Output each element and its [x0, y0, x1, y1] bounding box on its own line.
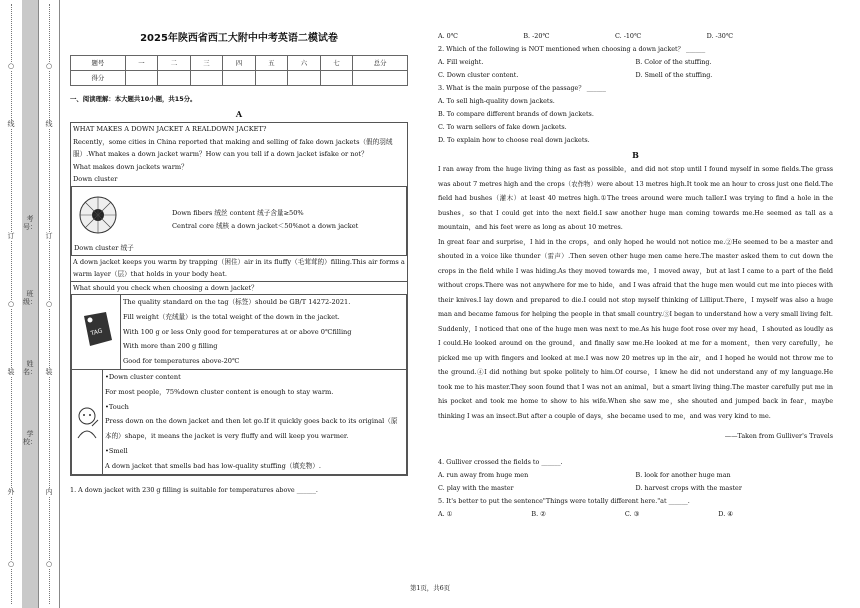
tag-line: With 100 g or less Only good for temperatures at or above 0℃filling [123, 327, 352, 336]
margin-label-ding: 订 [39, 232, 59, 240]
passage-a-box [70, 122, 408, 476]
option[interactable]: D. Smell of the stuffing. [635, 71, 713, 79]
question-2-options-row2 [438, 69, 833, 82]
option[interactable]: B. -20℃ [523, 32, 550, 40]
question-2-options-row1 [438, 56, 833, 69]
score-table-row [71, 71, 408, 86]
option[interactable]: B. To compare different brands of down jackets. [438, 110, 594, 118]
cluster-image-cell [72, 187, 172, 255]
tip-line: Press down on the down jacket and then let go.If it quickly goes back to its original（原本的）shape，it means the jacket is very fluffy and will keep you warmer. [105, 417, 398, 441]
option[interactable]: A. To sell high-quality down jackets. [438, 97, 555, 105]
margin-label-xian: 线 [0, 120, 22, 128]
tag-line: With more than 200 g filling [123, 342, 218, 351]
passage-a-subheading: Down cluster [73, 175, 118, 183]
question-4: 4. Gulliver crossed the fields to ______. [438, 457, 563, 466]
tip-line: •Down cluster content [105, 372, 181, 381]
score-cell[interactable] [125, 71, 158, 86]
score-cell[interactable] [255, 71, 288, 86]
cluster-diagram [71, 186, 407, 256]
option[interactable]: C. play with the master [438, 483, 514, 492]
cluster-info-line: Central core 绒核 a down jacket＜50%not a down jacket [172, 221, 359, 230]
tag-line: The quality standard on the tag（标签）should be GB/T 14272-2021. [123, 298, 351, 306]
tag-line: Good for temperatures above-20℃ [123, 357, 240, 366]
option[interactable]: A. ① [438, 509, 453, 518]
margin-field-xuexiao: 学校： [23, 430, 37, 446]
question-5: 5. It's better to put the sentence"Things were totally different here."at ______. [438, 496, 690, 505]
passage-a-intro: Recently，some cities in China reported that making and selling of fake down jackets（假的羽绒服）.What makes a down jacket warm？How can you tell if a down jacket isfake or not？ [73, 137, 393, 158]
margin-label-zhuang: 装 [0, 368, 22, 376]
margin-field-banji: 班级： [23, 290, 37, 306]
score-cell[interactable] [158, 71, 191, 86]
person-thinking-icon [72, 404, 102, 440]
score-header-cell: 三 [190, 56, 223, 71]
option[interactable]: B. Color of the stuffing. [635, 58, 712, 66]
question-1-options [438, 30, 833, 43]
page-footer: 第1页，共6页 [409, 584, 451, 592]
svg-text:TAG: TAG [89, 327, 104, 338]
score-table [70, 55, 408, 86]
score-header-cell: 题号 [71, 56, 126, 71]
score-cell[interactable] [353, 71, 408, 86]
binding-margin-inner [38, 0, 60, 608]
tag-section [71, 294, 407, 370]
passage-a-label: A [235, 109, 243, 119]
score-header-cell: 二 [158, 56, 191, 71]
cluster-info-line: Down fibers 绒丝 content 绒子含量≥50% [172, 208, 304, 217]
score-cell[interactable] [223, 71, 256, 86]
section-heading: 一、阅读理解：本大题共10小题，共15分。 [70, 95, 197, 103]
option[interactable]: C. ③ [624, 509, 640, 518]
left-column [70, 30, 408, 497]
score-header-cell: 七 [320, 56, 353, 71]
margin-label-nei: 内 [39, 488, 59, 496]
option[interactable]: A. 0℃ [438, 32, 458, 40]
margin-field-xingming: 姓名： [23, 360, 37, 376]
margin-label-circle: ○ [0, 560, 22, 568]
binding-margin-gray [22, 0, 38, 608]
option[interactable]: D. -30℃ [706, 32, 733, 40]
question-1: 1. A down jacket with 230 g filling is suitable for temperatures above ______. [70, 485, 318, 494]
question-4-options-row1 [438, 469, 833, 482]
question-4-options-row2 [438, 482, 833, 495]
question-3: 3. What is the main purpose of the passage？ ______ [438, 84, 606, 92]
option[interactable]: D. harvest crops with the master [635, 483, 742, 492]
margin-label-wai: 外 [0, 488, 22, 496]
binding-margin-outer [0, 0, 23, 608]
down-cluster-icon [76, 193, 120, 237]
tip-line: For most people，75%down cluster content is enough to stay warm. [105, 387, 334, 396]
passage-b-source: ——Taken from Gulliver's Travels [724, 432, 833, 440]
option[interactable]: C. -10℃ [614, 32, 642, 40]
tag-line: Fill weight（充绒量）is the total weight of the down in the jacket. [123, 312, 340, 321]
passage-b-paragraph: I ran away from the huge living thing as fast as possible，and did not stop until I found myself in some fields.The grass was about 7 metres high and the crops（农作物）were about 13 metres high.It took me an hour to cross just one field.The field had bushes（灌木）at least 40 metres high.①The trees around were much taller.I was trying to find a hole in the bushes，so that I could get into the next field.I saw another huge man coming towards me.He seemed as tall as a mountain，and his feet were as long as about 10 metres. [438, 165, 833, 231]
tip-line: •Smell [105, 446, 128, 455]
tip-line: A down jacket that smells bad has low-quality stuffing（填充物）. [105, 461, 321, 470]
score-row-label: 得分 [71, 71, 126, 86]
passage-b-paragraph: In great fear and surprise，I hid in the crops，and only hoped he would not notice me.②He seemed to be a master and shouted in a voice like thunder（雷声）.Then seven other huge men came here.The master asked them to cut down the crops in the field while I was hiding.As they moved towards me，I moved away，but at last I came to a part of the field without crops.There was not anywhere for me to hide，and I was afraid that the huge men would cut me into pieces with their knives.I lay down and prepared to die.I could not stop myself thinking of Lilliput.There，I myself was also a huge man and became famous for helping the people in that small country.③I began to understand how a very small living felt. [438, 237, 833, 318]
tip-line: •Touch [105, 402, 129, 411]
exam-title: 2025年陕西省西工大附中中考英语二模试卷 [140, 33, 338, 44]
score-cell[interactable] [320, 71, 353, 86]
score-header-cell: 四 [223, 56, 256, 71]
tag-text [121, 295, 354, 369]
score-header-cell: 五 [255, 56, 288, 71]
passage-a-question: What makes down jackets warm？ [73, 162, 188, 171]
margin-label-circle: ○ [39, 300, 59, 308]
margin-label-circle: ○ [39, 560, 59, 568]
tag-icon [76, 310, 116, 354]
option[interactable]: B. look for another huge man [635, 470, 731, 479]
tips-text [103, 370, 406, 474]
right-column [438, 30, 833, 521]
margin-label-circle: ○ [0, 300, 22, 308]
margin-label-xian: 线 [39, 120, 59, 128]
margin-label-circle: ○ [0, 62, 22, 70]
passage-b-label: B [632, 150, 639, 160]
tips-section [71, 370, 407, 475]
margin-label-circle: ○ [39, 62, 59, 70]
tag-image-cell [72, 295, 121, 369]
tips-image-cell [72, 370, 103, 474]
question-5-options [438, 508, 833, 521]
cluster-info [172, 187, 358, 255]
margin-field-kaohao: 考号： [23, 215, 37, 231]
option[interactable]: C. Down cluster content. [438, 71, 519, 79]
score-header-cell: 一 [125, 56, 158, 71]
option[interactable]: A. Fill weight. [438, 58, 484, 66]
passage-a-heading: WHAT MAKES A DOWN JACKET A REALDOWN JACKET? [73, 125, 267, 133]
margin-label-zhuang: 装 [39, 368, 59, 376]
passage-a-trap-text: A down jacket keeps you warm by trapping（困住）air in its fluffy（毛茸茸的）filling.This air forms a warm layer（层）that holds in your body heat. [73, 257, 405, 278]
check-heading: What should you check when choosing a down jacket？ [71, 281, 407, 295]
option[interactable]: B. ② [531, 509, 546, 518]
option[interactable]: A. run away from huge men [438, 470, 529, 479]
option[interactable]: D. To explain how to choose real down jackets. [438, 136, 590, 144]
question-2: 2. Which of the following is NOT mentioned when choosing a down jacket？ ______ [438, 45, 706, 53]
score-table-header-row [71, 56, 408, 71]
score-cell[interactable] [288, 71, 321, 86]
option[interactable]: C. To warn sellers of fake down jackets. [438, 123, 567, 131]
option[interactable]: D. ④ [718, 509, 733, 518]
score-header-cell: 六 [288, 56, 321, 71]
cluster-label: Down cluster 绒子 [74, 243, 134, 252]
passage-b-paragraph: Suddenly，I noticed that one of the huge men was next to me.As his huge foot rose over my head，I shouted as loudly as I could.He looked around on the ground，and finally saw me.He looked at me for a moment，then very carefully，he picked me up with fingers and looked at me.I was now 20 metres up in the air，and I hoped he would not throw me to the ground.④I did nothing but spoke politely to him.Of course，I knew he did not understand any of my language.He took me to his master.They soon found that I was not an animal，but a smart living thing.The master carefully put me in his pocket and took me home to show to his wife.When she saw me，she shouted and jumped back in fear，maybe thinking I was an insect.But after a couple of days，she became used to me，and was very kind to me. [438, 324, 833, 420]
score-header-cell: 总分 [353, 56, 408, 71]
margin-label-ding: 订 [0, 232, 22, 240]
score-cell[interactable] [190, 71, 223, 86]
